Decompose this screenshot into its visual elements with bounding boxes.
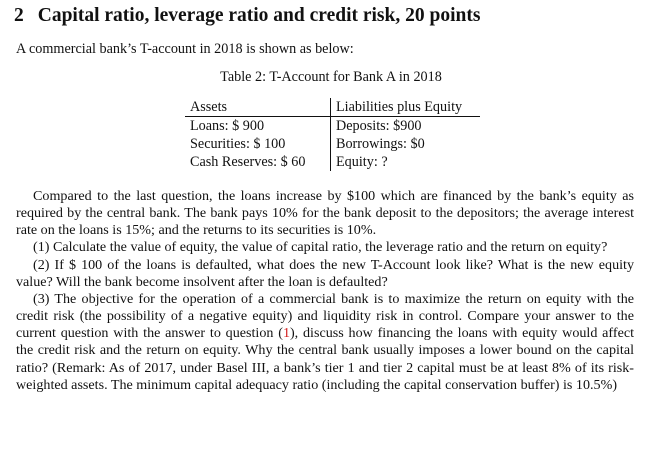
- table-row: [185, 117, 480, 136]
- cell-equity: Equity: ?: [331, 153, 481, 171]
- question-part-3: [16, 291, 634, 394]
- section-title: Capital ratio, leverage ratio and credit risk, 20 points: [37, 5, 481, 26]
- t-account-table: [185, 98, 480, 171]
- question-1-reference-link[interactable]: 1: [282, 325, 290, 342]
- cell-loans: Loans: $ 900: [190, 118, 265, 134]
- question-part-2: (2) If $ 100 of the loans is defaulted, what does the new T-Account look like? What is the new equity value? Will the bank become insolvent after the loan is defaulted?: [16, 256, 634, 290]
- cell-borrowings: Borrowings: $0: [331, 135, 481, 153]
- question-body: [16, 188, 634, 394]
- section-heading: [14, 4, 480, 28]
- table-row: [185, 135, 480, 153]
- table-header-row: [185, 98, 480, 117]
- cell-deposits: Deposits: $900: [331, 117, 481, 136]
- table-row: [185, 153, 480, 171]
- intro-text: A commercial bank’s T-account in 2018 is shown as below:: [16, 41, 354, 57]
- section-number: 2: [14, 5, 24, 26]
- header-liabilities-equity: Liabilities plus Equity: [331, 98, 481, 117]
- cell-securities: Securities: $ 100: [190, 136, 286, 152]
- question-preamble: Compared to the last question, the loans increase by $100 which are financed by the bank’s equity as required by the central bank. The bank pays 10% for the bank deposit to the depositors; the average interest rate on the loans is 15%; and the returns to its securities is 10%.: [16, 188, 634, 239]
- header-assets: Assets: [185, 98, 331, 117]
- cell-cash-reserves: Cash Reserves: $ 60: [190, 154, 306, 170]
- question-part-1: (1) Calculate the value of equity, the value of capital ratio, the leverage ratio and the return on equity?: [33, 239, 608, 256]
- question-part-3-text: (3) The objective for the operation of a commercial bank is to maximize the return on equity with the credit risk (the possibility of a negative equity) and liquidity risk in control. Compare your answer to the current question with the answer to question (: [16, 290, 634, 342]
- question-part-3-text-cont: ), discuss how financing the loans with equity would affect the credit risk and the return on equity. Why the central bank usually imposes a lower bound on the capital ratio? (Remark: As of 2017, under Basel III, a bank’s tier 1 and tier 2 capital must be at least 8% of its risk-weighted assets. The minimum capital adequacy ratio (including the capital conservation buffer) is 10.5%): [16, 325, 634, 393]
- table-caption: Table 2: T-Account for Bank A in 2018: [220, 69, 442, 85]
